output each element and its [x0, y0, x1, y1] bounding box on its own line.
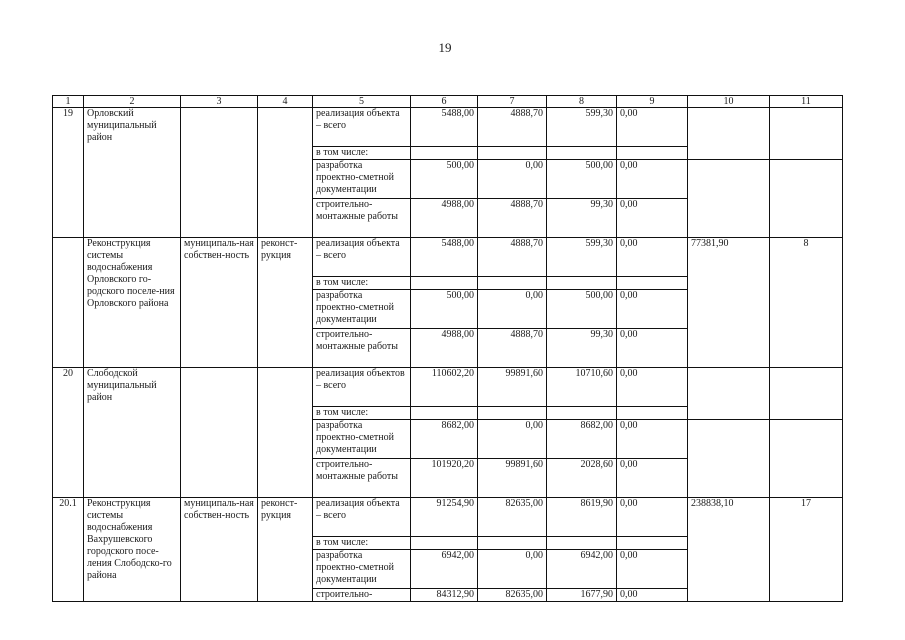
- value-col8: 8682,00: [547, 420, 617, 459]
- value-col7: [478, 277, 547, 290]
- column-number: 10: [688, 96, 770, 108]
- column-number: 11: [770, 96, 843, 108]
- value-col7: 0,00: [478, 420, 547, 459]
- value-col8: 500,00: [547, 160, 617, 199]
- empty-cell: [688, 420, 770, 498]
- value-col8: 99,30: [547, 329, 617, 368]
- empty-cell: [688, 160, 770, 238]
- item-label: реализация объекта – всего: [313, 238, 411, 277]
- value-col7: 4888,70: [478, 199, 547, 238]
- object-name: Реконструкция системы водоснабжения Орловского го-родского поселе-ния Орловского района: [84, 238, 181, 368]
- object-name: Орловский муниципальный район: [84, 108, 181, 238]
- row-number: [53, 238, 84, 368]
- value-col7: [478, 147, 547, 160]
- item-label: строительно-монтажные работы: [313, 199, 411, 238]
- value-col7: [478, 407, 547, 420]
- value-col6: 6942,00: [411, 550, 478, 589]
- value-col9: 0,00: [617, 459, 688, 498]
- column-number: 6: [411, 96, 478, 108]
- item-label: в том числе:: [313, 147, 411, 160]
- budget-table: [52, 95, 843, 602]
- value-col9: 0,00: [617, 108, 688, 147]
- item-label: строительно-: [313, 589, 411, 602]
- ownership: [181, 108, 258, 238]
- column-number: 5: [313, 96, 411, 108]
- value-col7: 0,00: [478, 160, 547, 199]
- value-col10: 238838,10: [688, 498, 770, 602]
- value-col7: 99891,60: [478, 459, 547, 498]
- value-col8: 599,30: [547, 108, 617, 147]
- value-col8: 10710,60: [547, 368, 617, 407]
- value-col6: [411, 147, 478, 160]
- value-col7: 0,00: [478, 550, 547, 589]
- value-col9: 0,00: [617, 329, 688, 368]
- column-number: 4: [258, 96, 313, 108]
- empty-cell: [770, 160, 843, 238]
- value-col9: 0,00: [617, 160, 688, 199]
- value-col6: 4988,00: [411, 329, 478, 368]
- item-label: в том числе:: [313, 407, 411, 420]
- value-col6: 500,00: [411, 160, 478, 199]
- value-col7: 0,00: [478, 290, 547, 329]
- work-type: [258, 108, 313, 238]
- value-col8: [547, 537, 617, 550]
- value-col8: 99,30: [547, 199, 617, 238]
- item-label: реализация объекта – всего: [313, 108, 411, 147]
- item-label: строительно-монтажные работы: [313, 459, 411, 498]
- value-col6: [411, 407, 478, 420]
- value-col6: [411, 277, 478, 290]
- value-col8: [547, 277, 617, 290]
- value-col7: 4888,70: [478, 108, 547, 147]
- value-col7: 4888,70: [478, 238, 547, 277]
- value-col6: 8682,00: [411, 420, 478, 459]
- value-col10: [688, 368, 770, 420]
- value-col9: 0,00: [617, 368, 688, 407]
- value-col8: [547, 147, 617, 160]
- column-number: 1: [53, 96, 84, 108]
- value-col9: 0,00: [617, 550, 688, 589]
- work-type: реконст-рукция: [258, 238, 313, 368]
- ownership: муниципаль-ная собствен-ность: [181, 238, 258, 368]
- value-col6: 84312,90: [411, 589, 478, 602]
- item-label: реализация объекта – всего: [313, 498, 411, 537]
- row-number: 20: [53, 368, 84, 498]
- value-col8: 599,30: [547, 238, 617, 277]
- item-label: в том числе:: [313, 277, 411, 290]
- value-col6: 101920,20: [411, 459, 478, 498]
- value-col9: [617, 277, 688, 290]
- value-col9: 0,00: [617, 199, 688, 238]
- value-col10: [688, 108, 770, 160]
- value-col8: 2028,60: [547, 459, 617, 498]
- item-label: в том числе:: [313, 537, 411, 550]
- item-label: строительно-монтажные работы: [313, 329, 411, 368]
- value-col11: 8: [770, 238, 843, 368]
- value-col6: 5488,00: [411, 238, 478, 277]
- column-number: 2: [84, 96, 181, 108]
- value-col9: 0,00: [617, 420, 688, 459]
- value-col7: [478, 537, 547, 550]
- page-number: 19: [438, 40, 452, 55]
- value-col11: [770, 108, 843, 160]
- table-row: [53, 238, 843, 277]
- value-col8: 6942,00: [547, 550, 617, 589]
- row-number: 20.1: [53, 498, 84, 602]
- value-col9: 0,00: [617, 589, 688, 602]
- table-row: [53, 108, 843, 147]
- value-col6: [411, 537, 478, 550]
- value-col8: 500,00: [547, 290, 617, 329]
- item-label: разработка проектно-сметной документации: [313, 420, 411, 459]
- value-col7: 4888,70: [478, 329, 547, 368]
- value-col8: [547, 407, 617, 420]
- value-col6: 4988,00: [411, 199, 478, 238]
- ownership: муниципаль-ная собствен-ность: [181, 498, 258, 602]
- item-label: разработка проектно-сметной документации: [313, 160, 411, 199]
- value-col8: 1677,90: [547, 589, 617, 602]
- value-col6: 500,00: [411, 290, 478, 329]
- value-col10: 77381,90: [688, 238, 770, 368]
- table-row: [53, 368, 843, 407]
- value-col6: 91254,90: [411, 498, 478, 537]
- object-name: Реконструкция системы водоснабжения Вахрушевского городского посе-ления Слободско-го района: [84, 498, 181, 602]
- column-number: 9: [617, 96, 688, 108]
- column-number: 7: [478, 96, 547, 108]
- work-type: [258, 368, 313, 498]
- item-label: реализация объектов – всего: [313, 368, 411, 407]
- value-col8: 8619,90: [547, 498, 617, 537]
- ownership: [181, 368, 258, 498]
- value-col11: [770, 368, 843, 420]
- object-name: Слободской муниципальный район: [84, 368, 181, 498]
- row-number: 19: [53, 108, 84, 238]
- value-col9: [617, 537, 688, 550]
- value-col7: 99891,60: [478, 368, 547, 407]
- value-col9: 0,00: [617, 498, 688, 537]
- value-col9: [617, 407, 688, 420]
- value-col6: 110602,20: [411, 368, 478, 407]
- item-label: разработка проектно-сметной документации: [313, 550, 411, 589]
- work-type: реконст-рукция: [258, 498, 313, 602]
- value-col9: [617, 147, 688, 160]
- column-number: 8: [547, 96, 617, 108]
- column-number-row: [53, 96, 843, 108]
- value-col7: 82635,00: [478, 589, 547, 602]
- item-label: разработка проектно-сметной документации: [313, 290, 411, 329]
- empty-cell: [770, 420, 843, 498]
- column-number: 3: [181, 96, 258, 108]
- value-col9: 0,00: [617, 290, 688, 329]
- value-col7: 82635,00: [478, 498, 547, 537]
- value-col11: 17: [770, 498, 843, 602]
- value-col6: 5488,00: [411, 108, 478, 147]
- value-col9: 0,00: [617, 238, 688, 277]
- table-row: [53, 498, 843, 537]
